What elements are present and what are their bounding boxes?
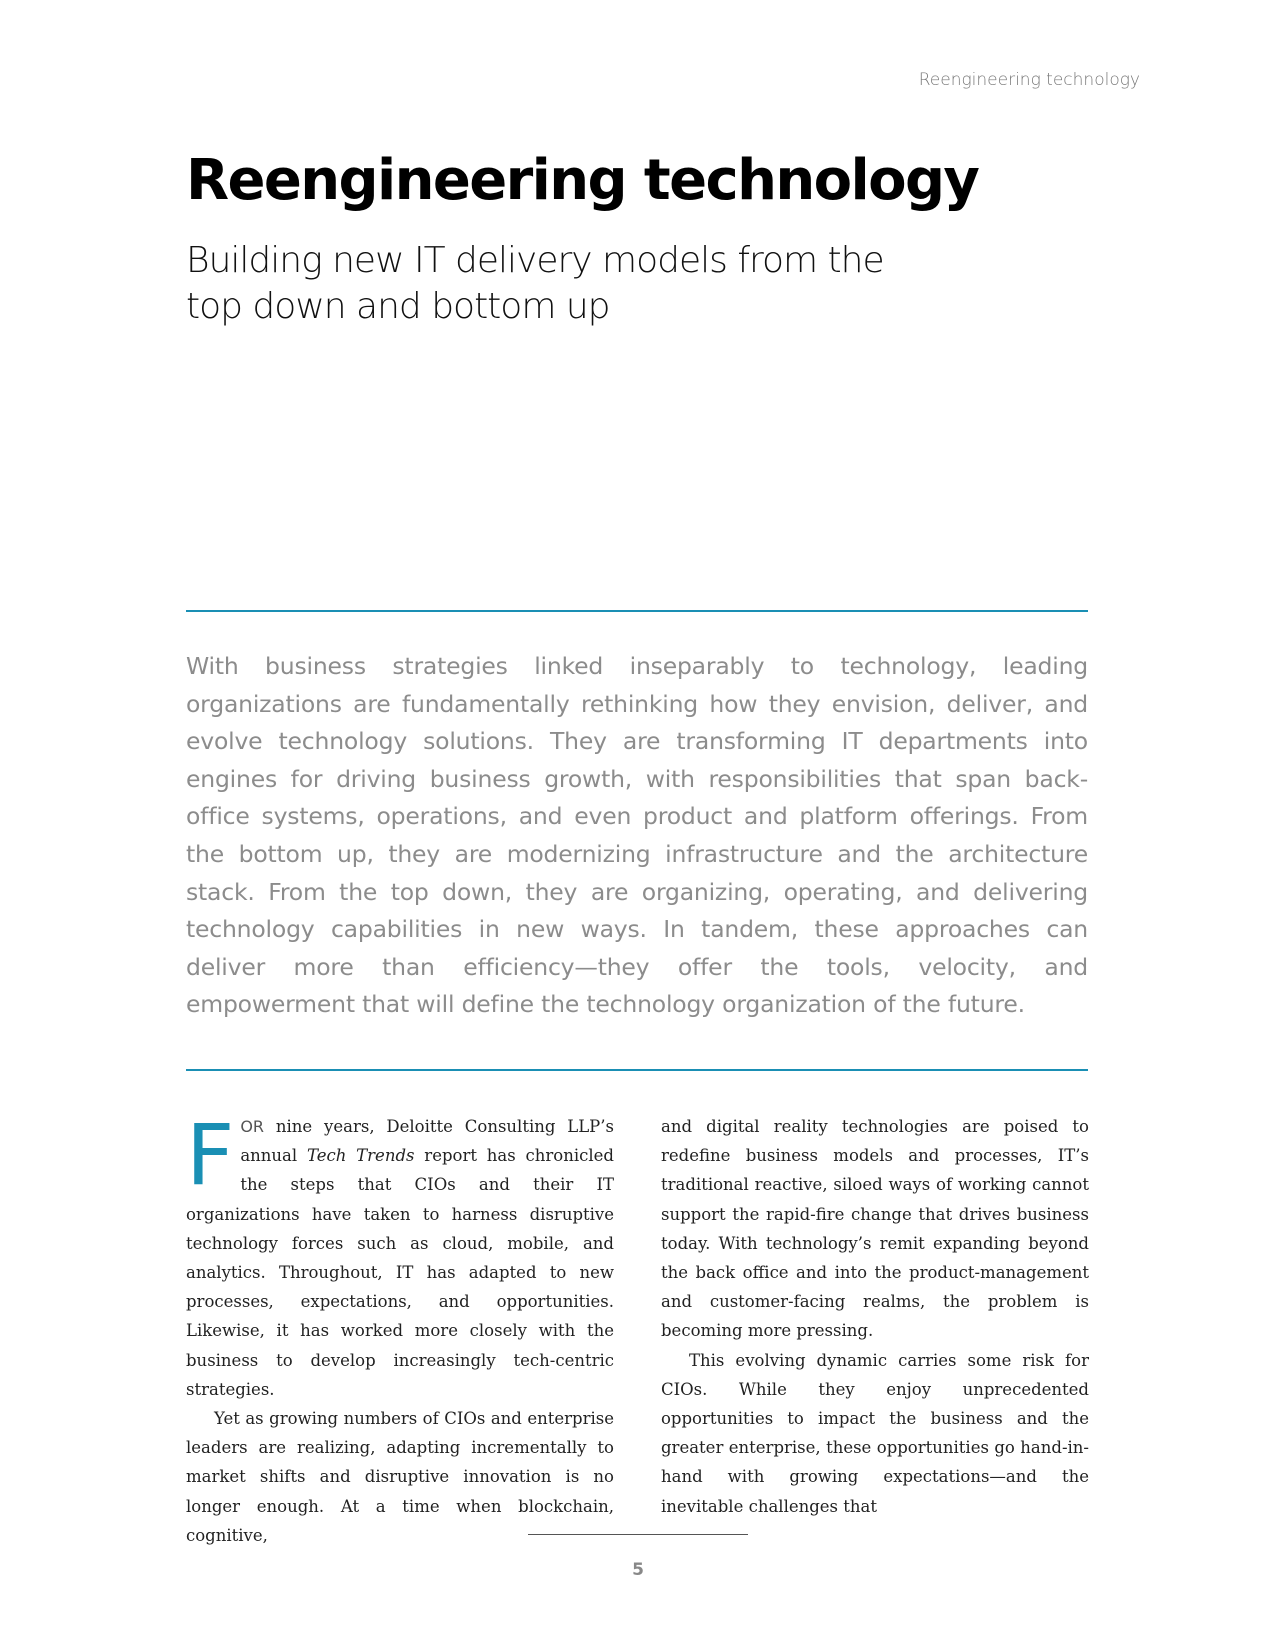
intro-paragraph: With business strategies linked inseparably to technology, leading organizations are fundamentally rethinking how they envision, deliver, and evolve technology solutions. They are transforming IT departments into engines for driving business growth, with responsibilities that span back-office systems, operations, and even product and platform offerings. From the bottom up, they are modernizing infrastructure and the architecture stack. From the top down, they are organizing, operating, and delivering technology capabilities in new ways. In tandem, these approaches can deliver more than efficiency—they offer the tools, velocity, and empowerment that will define the technology organization of the future. [186,652,1088,1019]
body-paragraph-3: and digital reality technologies are poised to redefine business models and processes, IT’s traditional reactive, siloed ways of working cannot support the rapid-fire change that drives business today. With technology’s remit expanding beyond the back office and into the product-management and customer-facing realms, the problem is becoming more pressing. [661,1117,1089,1341]
lead-smallcaps: OR [240,1117,265,1136]
page-number: 5 [632,1560,644,1580]
body-column-right [661,1112,1089,1521]
drop-cap: F [186,1106,235,1204]
intro-top-rule [186,610,1088,612]
running-header: Reengineering technology [918,70,1140,90]
paragraph-1-text-a: nine years, Deloitte Consulting LLP’s annual [240,1117,614,1166]
intro-bottom-rule [186,1069,1088,1071]
paragraph-1-text-b: report has chronicled the steps that CIOs and their IT organizations have taken to harness disruptive technology forces such as cloud, mobile, and analytics. Throughout, IT has adapted to new processes, expectations, and opportunities. Likewise, it has worked more closely with the business to develop increasingly tech-centric strategies. [186,1146,614,1399]
body-column-left [186,1106,614,1550]
body-paragraph-2: Yet as growing numbers of CIOs and enterprise leaders are realizing, adapting incrementally to market shifts and disruptive innovation is no longer enough. At a time when blockchain, cognitive, [186,1409,614,1545]
footer-rule [528,1534,748,1535]
page-subtitle: Building new IT delivery models from the top down and bottom up [186,240,884,327]
body-paragraph-4: This evolving dynamic carries some risk for CIOs. While they enjoy unprecedented opportunities to impact the business and the greater enterprise, these opportunities go hand-in-hand with growing expectations—and the inevitable challenges that [661,1350,1089,1516]
body-paragraph-1 [186,1106,614,1404]
page-title: Reengineering technology [186,148,979,213]
publication-title: Tech Trends [306,1146,415,1166]
